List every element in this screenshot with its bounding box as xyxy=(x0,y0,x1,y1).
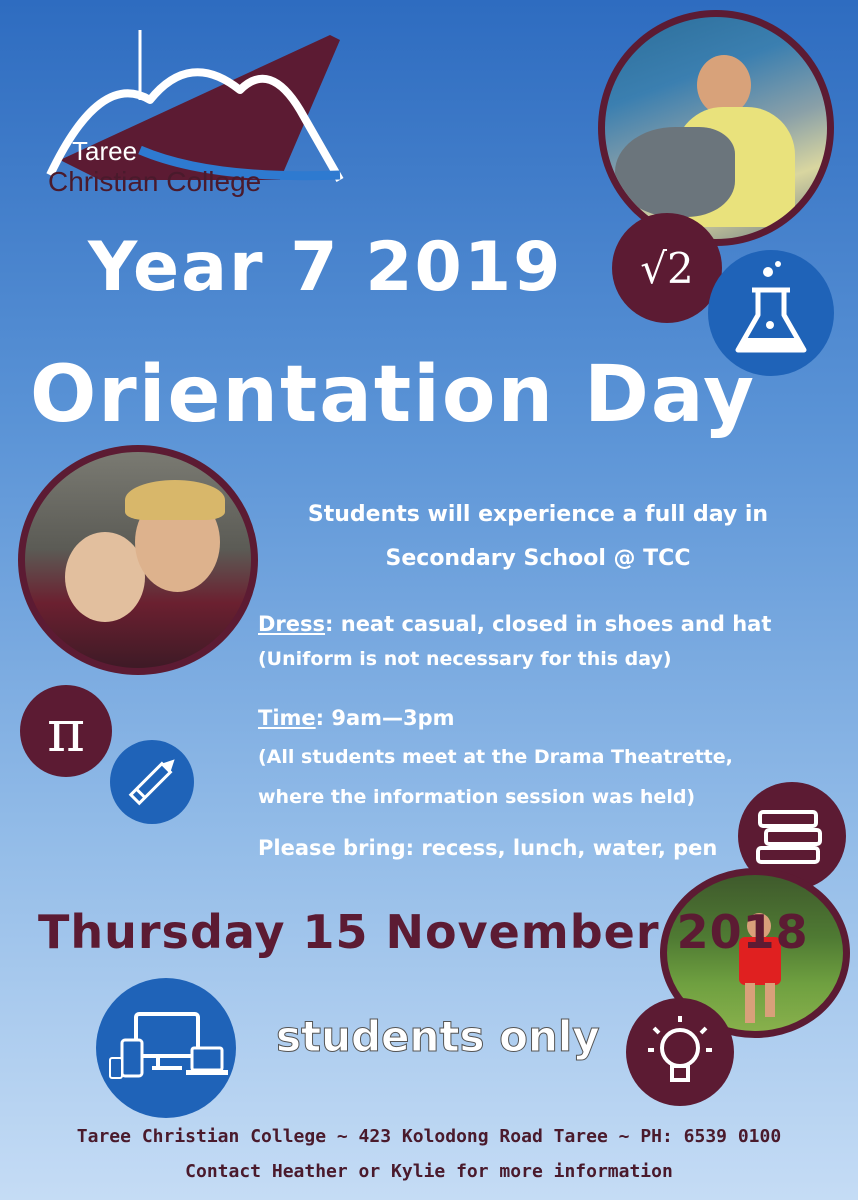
square-root-symbol: √2 xyxy=(640,243,694,293)
dress-value: : neat casual, closed in shoes and hat xyxy=(325,612,772,636)
dress-label: Dress xyxy=(258,612,326,636)
pencil-icon xyxy=(110,740,194,824)
time-value: : 9am—3pm xyxy=(315,706,455,730)
time-line xyxy=(258,706,455,730)
title-orientation: Orientation Day xyxy=(30,350,756,440)
event-date: Thursday 15 November 2018 xyxy=(38,905,809,959)
dress-note: (Uniform is not necessary for this day) xyxy=(258,648,672,670)
college-logo xyxy=(40,30,360,205)
intro-line1: Students will experience a full day in xyxy=(307,502,769,527)
logo-line1: Taree xyxy=(72,136,138,166)
footer-line2: Contact Heather or Kylie for more information xyxy=(185,1161,673,1182)
intro-line2: Secondary School @ TCC xyxy=(385,546,691,571)
time-label: Time xyxy=(258,706,316,730)
students-only: students only xyxy=(276,1012,600,1061)
time-note1: (All students meet at the Drama Theatrette, xyxy=(258,746,733,768)
logo-line2: Christian College xyxy=(48,166,262,197)
time-note2: where the information session was held) xyxy=(258,786,696,808)
square-root-icon xyxy=(612,213,722,323)
dolphin-photo xyxy=(598,10,834,246)
pi-symbol: π xyxy=(46,697,86,765)
title-year: Year 7 2019 xyxy=(88,228,563,307)
footer-line1: Taree Christian College ~ 423 Kolodong Road Taree ~ PH: 6539 0100 xyxy=(76,1126,782,1147)
pi-icon xyxy=(20,685,112,777)
bring-line: Please bring: recess, lunch, water, pen xyxy=(258,836,718,860)
devices-icon xyxy=(96,978,236,1118)
students-photo xyxy=(18,445,258,675)
lightbulb-icon xyxy=(626,998,734,1106)
dress-line xyxy=(258,612,771,636)
